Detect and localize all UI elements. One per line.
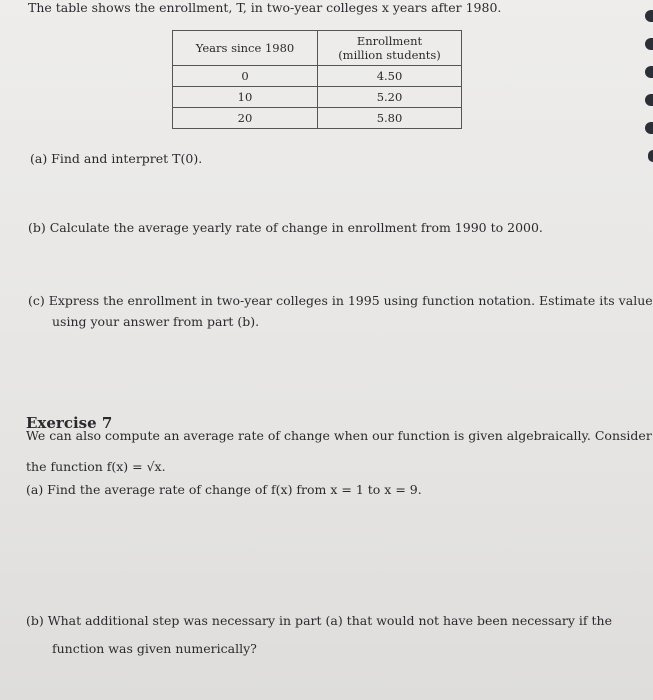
table-row [173,66,462,87]
enrollment-table [172,30,462,129]
header-years: Years since 1980 [173,31,318,66]
table-row [173,87,462,108]
intro-text: The table shows the enrollment, T, in two-year colleges x years after 1980. [28,0,502,15]
header-enrollment: Enrollment (million students) [318,31,462,66]
cell: 20 [173,108,318,129]
binder-holes [639,0,653,200]
exercise-part-a: (a) Find the average rate of change of f(x) from x = 1 to x = 9. [26,482,422,497]
part-b: (b) Calculate the average yearly rate of change in enrollment from 1990 to 2000. [28,220,543,235]
exercise-line2: the function f(x) = √x. [26,459,166,474]
exercise-title: Exercise 7 [26,414,113,432]
cell: 5.80 [318,108,462,129]
cell: 0 [173,66,318,87]
exercise-part-b-line2: function was given numerically? [52,641,257,656]
table-row [173,108,462,129]
part-c-line2: using your answer from part (b). [52,314,260,329]
cell: 5.20 [318,87,462,108]
exercise-line1: We can also compute an average rate of change when our function is given algebraically. Consider [26,428,652,443]
part-a: (a) Find and interpret T(0). [30,151,203,166]
part-c-line1: (c) Express the enrollment in two-year colleges in 1995 using function notation. Estimate its value [28,293,653,308]
table-header [173,31,462,66]
cell: 4.50 [318,66,462,87]
cell: 10 [173,87,318,108]
exercise-part-b-line1: (b) What additional step was necessary in part (a) that would not have been necessary if the [26,613,612,628]
